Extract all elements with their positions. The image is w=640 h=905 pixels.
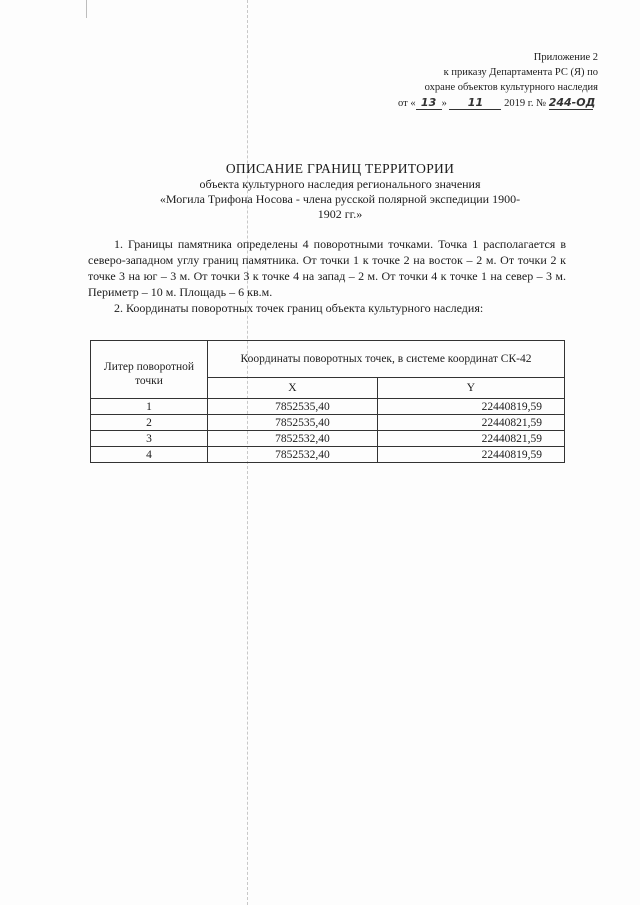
document-title: ОПИСАНИЕ ГРАНИЦ ТЕРРИТОРИИ bbox=[225, 161, 455, 176]
appendix-order-ref: к приказу Департамента РС (Я) по bbox=[443, 67, 598, 78]
coord-x: 7852532,40 bbox=[208, 431, 378, 447]
body-text bbox=[88, 236, 566, 316]
date-prefix: от « bbox=[398, 98, 416, 109]
title-object-years: 1902 гг.» bbox=[317, 207, 363, 221]
table-row bbox=[91, 415, 565, 431]
coord-x: 7852535,40 bbox=[208, 415, 378, 431]
coord-x: 7852532,40 bbox=[208, 447, 378, 463]
coord-y: 22440819,59 bbox=[377, 447, 564, 463]
coord-y: 22440821,59 bbox=[377, 431, 564, 447]
point-id: 3 bbox=[91, 431, 208, 447]
table-header-coordinates: Координаты поворотных точек, в системе координат СК-42 bbox=[208, 341, 565, 378]
coordinates-intro: 2. Координаты поворотных точек границ объекта культурного наследия: bbox=[114, 301, 484, 315]
appendix-block bbox=[398, 50, 598, 111]
coordinates-table bbox=[90, 340, 565, 463]
date-day: 13 bbox=[416, 97, 442, 110]
coord-y: 22440819,59 bbox=[377, 399, 564, 415]
appendix-department: охране объектов культурного наследия bbox=[424, 82, 598, 93]
point-id: 2 bbox=[91, 415, 208, 431]
appendix-date-line bbox=[398, 96, 598, 111]
date-mid: » bbox=[441, 98, 447, 109]
point-id: 1 bbox=[91, 399, 208, 415]
order-number: 244-ОД bbox=[548, 96, 596, 109]
title-object-name: «Могила Трифона Носова - члена русской полярной экспедиции 1900- bbox=[159, 192, 521, 206]
table-row bbox=[91, 447, 565, 463]
title-object-type: объекта культурного наследия регионального значения bbox=[199, 177, 481, 191]
scan-edge-mark bbox=[86, 0, 87, 18]
table-header-x: X bbox=[208, 378, 378, 399]
date-month: 11 bbox=[449, 97, 501, 110]
table-header-point-label: Литер поворотной точки bbox=[91, 341, 208, 399]
title-block bbox=[100, 160, 580, 222]
coord-x: 7852535,40 bbox=[208, 399, 378, 415]
appendix-title: Приложение 2 bbox=[533, 52, 598, 63]
boundary-description: 1. Границы памятника определены 4 поворотными точками. Точка 1 располагается в северо-западном углу границ памятника. От точки 1 к точке 2 на восток – 2 м. От точки 2 к точке 3 на юг – 3 м. От точки 3 к точке 4 на запад – 2 м. От точки 4 к точке 1 на север – 3 м. Периметр – 10 м. Площадь – 6 кв.м. bbox=[88, 237, 566, 299]
date-year: 2019 г. № bbox=[504, 98, 547, 109]
table-row bbox=[91, 431, 565, 447]
point-id: 4 bbox=[91, 447, 208, 463]
table-header-y: Y bbox=[377, 378, 564, 399]
coord-y: 22440821,59 bbox=[377, 415, 564, 431]
table-row bbox=[91, 399, 565, 415]
